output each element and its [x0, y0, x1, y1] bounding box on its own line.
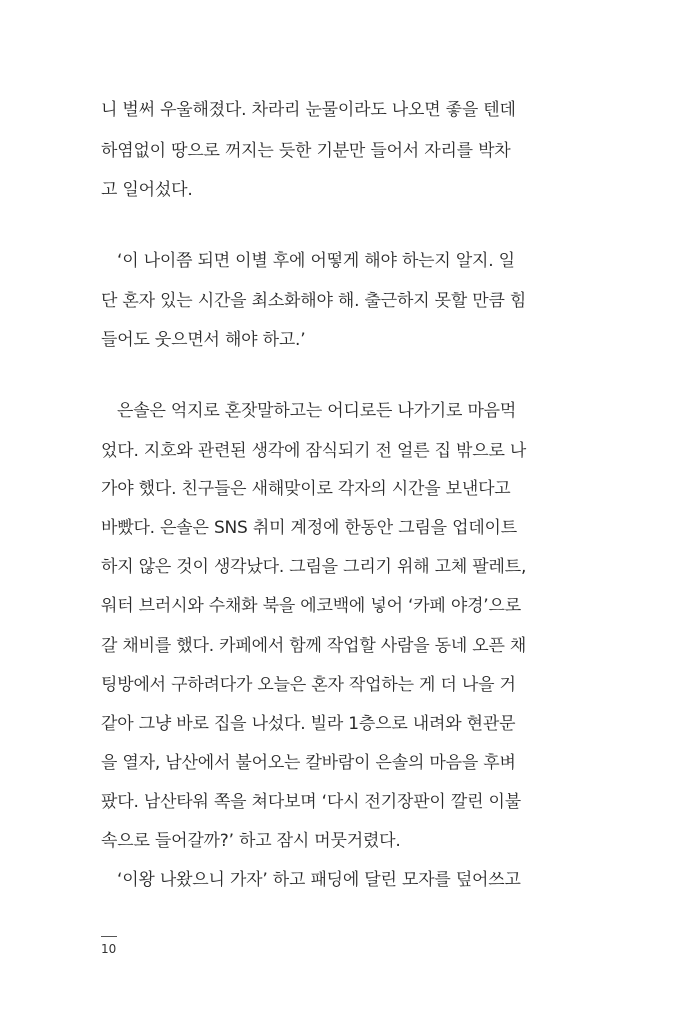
text-line: 들어도 웃으면서 해야 하고.’	[101, 330, 306, 350]
text-line: ‘이 나이쯤 되면 이별 후에 어떻게 해야 하는지 알지. 일	[117, 251, 515, 271]
text-line: 갈 채비를 했다. 카페에서 함께 작업할 사람을 동네 오픈 채	[101, 636, 527, 656]
text-line: 속으로 들어갈까?’ 하고 잠시 머뭇거렸다.	[101, 831, 401, 851]
text-line: 가야 했다. 친구들은 새해맞이로 각자의 시간을 보낸다고	[101, 479, 511, 499]
text-line: 하지 않은 것이 생각났다. 그림을 그리기 위해 고체 팔레트,	[101, 557, 527, 577]
text-line: 팠다. 남산타워 쪽을 쳐다보며 ‘다시 전기장판이 깔린 이불	[101, 792, 521, 812]
text-line: 었다. 지호와 관련된 생각에 잠식되기 전 얼른 집 밖으로 나	[101, 441, 527, 461]
text-line: 같아 그냥 바로 집을 나섰다. 빌라 1층으로 내려와 현관문	[101, 714, 516, 734]
text-line: 은솔은 억지로 혼잣말하고는 어디로든 나가기로 마음먹	[117, 401, 517, 421]
text-line: 단 혼자 있는 시간을 최소화해야 해. 출근하지 못할 만큼 힘	[101, 291, 527, 311]
text-line: 고 일어섰다.	[101, 180, 193, 200]
text-line: 을 열자, 남산에서 불어오는 칼바람이 은솔의 마음을 후벼	[101, 753, 516, 773]
text-line: ‘이왕 나왔으니 가자’ 하고 패딩에 달린 모자를 덮어쓰고	[117, 870, 521, 890]
text-line: 바빴다. 은솔은 SNS 취미 계정에 한동안 그림을 업데이트	[101, 518, 517, 538]
page-number-rule	[101, 936, 117, 937]
page-number: 10	[101, 942, 117, 956]
text-line: 팅방에서 구하려다가 오늘은 혼자 작업하는 게 더 나을 거	[101, 675, 516, 695]
text-line: 워터 브러시와 수채화 북을 에코백에 넣어 ‘카페 야경’으로	[101, 596, 521, 616]
text-line: 니 벌써 우울해졌다. 차라리 눈물이라도 나오면 좋을 텐데	[101, 100, 516, 120]
text-line: 하염없이 땅으로 꺼지는 듯한 기분만 들어서 자리를 박차	[101, 141, 511, 161]
